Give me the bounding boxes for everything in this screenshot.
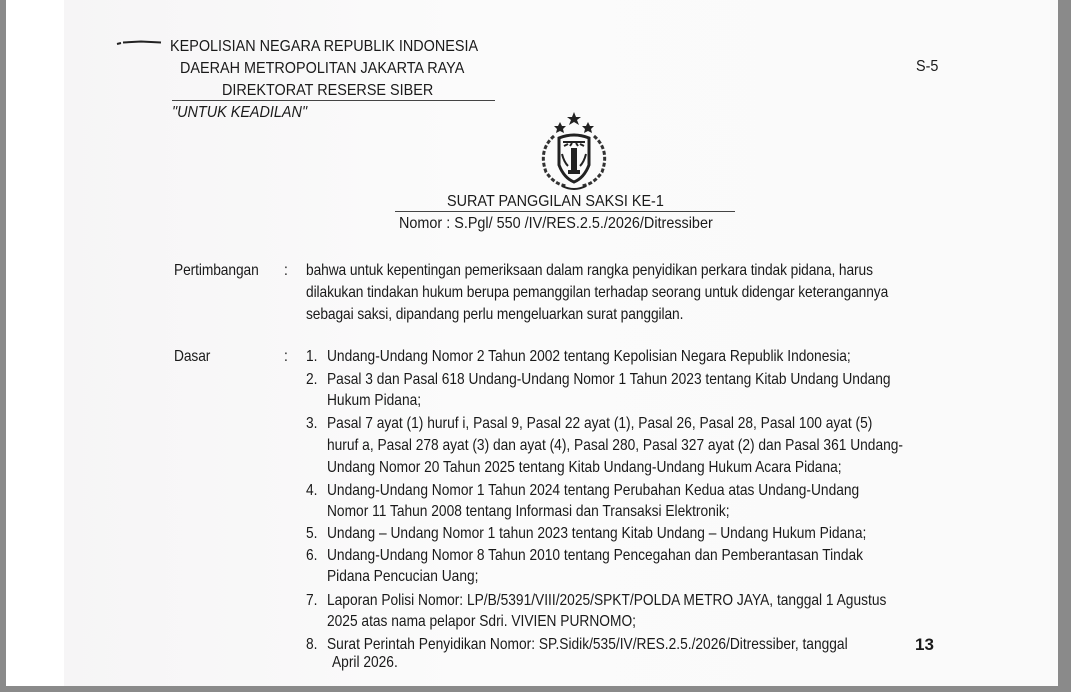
pertimbangan-colon: :	[284, 262, 288, 279]
list-item-number: 8.	[306, 636, 318, 653]
list-item-number: 6.	[306, 547, 318, 564]
list-item-text: Undang Nomor 20 Tahun 2025 tentang Kitab Undang-Undang Hukum Acara Pidana;	[327, 459, 842, 476]
list-item-number: 5.	[306, 525, 318, 542]
letterhead-line-1: KEPOLISIAN NEGARA REPUBLIK INDONESIA	[170, 38, 479, 55]
document-page	[6, 0, 1058, 686]
letterhead-line-3: DIREKTORAT RESERSE SIBER	[222, 82, 434, 99]
title-underline	[395, 211, 735, 212]
list-item-text: Pasal 3 dan Pasal 618 Undang-Undang Nomor 1 Tahun 2023 tentang Kitab Undang Undang	[327, 371, 891, 388]
list-item-text: April 2026.	[332, 654, 398, 671]
form-code: S-5	[916, 58, 939, 75]
list-item-number: 7.	[306, 592, 318, 609]
list-item-text: Pasal 7 ayat (1) huruf i, Pasal 9, Pasal 22 ayat (1), Pasal 26, Pasal 28, Pasal 100 ayat (5)	[327, 415, 873, 432]
list-item-text: 2025 atas nama pelapor Sdri. VIVIEN PURNOMO;	[327, 613, 636, 630]
pertimbangan-line-1: bahwa untuk kepentingan pemeriksaan dalam rangka penyidikan perkara tindak pidana, harus	[306, 262, 873, 279]
list-item-number: 3.	[306, 415, 318, 432]
document-number: Nomor : S.Pgl/ 550 /IV/RES.2.5./2026/Ditressiber	[399, 215, 713, 232]
list-item-text: Undang-Undang Nomor 2 Tahun 2002 tentang Kepolisian Negara Republik Indonesia;	[327, 348, 851, 365]
list-item-text: huruf a, Pasal 278 ayat (3) dan ayat (4), Pasal 280, Pasal 327 ayat (2) dan Pasal 361 Undang-	[327, 437, 903, 454]
list-item-text: Undang – Undang Nomor 1 tahun 2023 tentang Kitab Undang – Undang Hukum Pidana;	[327, 525, 867, 542]
dasar-label: Dasar	[174, 348, 211, 365]
pertimbangan-label: Pertimbangan	[174, 262, 259, 279]
list-item-text: Undang-Undang Nomor 8 Tahun 2010 tentang Pencegahan dan Pemberantasan Tindak	[327, 547, 864, 564]
pertimbangan-line-2: dilakukan tindakan hukum berupa pemanggilan terhadap seorang untuk didengar keterangannya	[306, 284, 889, 301]
letterhead-motto: "UNTUK KEADILAN"	[172, 104, 308, 121]
list-item-number: 2.	[306, 371, 318, 388]
list-item-text: Pidana Pencucian Uang;	[327, 568, 479, 585]
list-item-text: Surat Perintah Penyidikan Nomor: SP.Sidik/535/IV/RES.2.5./2026/Ditressiber, tanggal	[327, 636, 848, 653]
pertimbangan-line-3: sebagai saksi, dipandang perlu mengeluarkan surat panggilan.	[306, 306, 684, 323]
document-title: SURAT PANGGILAN SAKSI KE-1	[447, 193, 664, 210]
letterhead-divider	[172, 100, 495, 101]
list-item-number: 1.	[306, 348, 318, 365]
list-item-number: 4.	[306, 482, 318, 499]
dasar-colon: :	[284, 348, 288, 365]
police-emblem-icon	[524, 110, 624, 194]
list-item-text: Nomor 11 Tahun 2008 tentang Informasi dan Transaksi Elektronik;	[327, 503, 730, 520]
letterhead-line-2: DAERAH METROPOLITAN JAKARTA RAYA	[180, 60, 465, 77]
paper-surface	[64, 0, 1058, 686]
list-item-text: Hukum Pidana;	[327, 392, 422, 409]
handwritten-day: 13	[915, 635, 934, 654]
list-item-text: Undang-Undang Nomor 1 Tahun 2024 tentang Perubahan Kedua atas Undang-Undang	[327, 482, 860, 499]
list-item-text: Laporan Polisi Nomor: LP/B/5391/VIII/2025/SPKT/POLDA METRO JAYA, tanggal 1 Agustus	[327, 592, 887, 609]
pen-mark-icon	[115, 40, 163, 46]
